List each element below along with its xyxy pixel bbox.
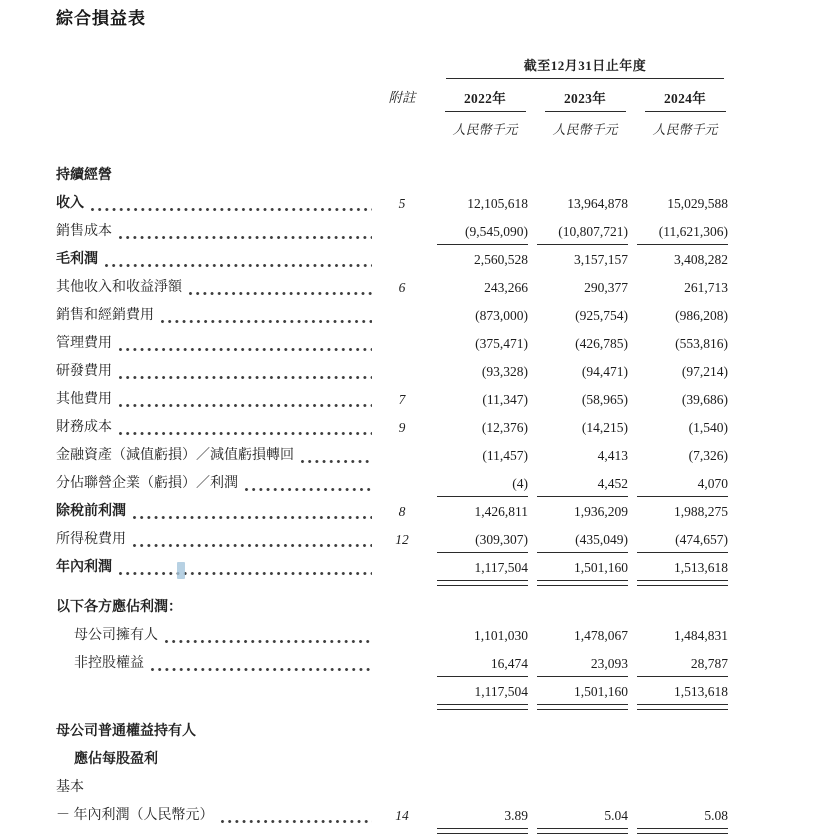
row-label: 分佔聯營企業（虧損）／利潤 xyxy=(56,476,238,491)
value-2024: 1,513,618 xyxy=(628,554,728,582)
table-row xyxy=(56,554,728,582)
dot-leader xyxy=(119,330,372,358)
value-2023: 23,093 xyxy=(528,650,628,678)
row-label: 金融資產（減值虧損）／減值虧損轉回 xyxy=(56,448,294,463)
table-row xyxy=(56,526,728,554)
value-2022 xyxy=(428,774,528,802)
note-ref: 14 xyxy=(395,808,409,823)
value-2023: (426,785) xyxy=(575,336,628,351)
row-label-cell xyxy=(56,218,376,246)
value-2022: (93,328) xyxy=(481,364,528,379)
row-label-cell xyxy=(56,650,376,678)
year-header-2024: 2024年 xyxy=(628,79,728,112)
value-2022: (873,000) xyxy=(475,308,528,323)
value-2023: (14,215) xyxy=(581,420,628,435)
row-label-cell xyxy=(56,442,376,470)
value-2023: 4,413 xyxy=(597,448,628,463)
row-label-cell xyxy=(56,802,376,830)
row-label-cell xyxy=(56,678,376,706)
note-ref: 12 xyxy=(395,532,409,547)
value-2024 xyxy=(628,774,728,802)
value-2022: (375,471) xyxy=(475,336,528,351)
value-2022: 12,105,618 xyxy=(467,196,528,211)
value-2022: 1,101,030 xyxy=(474,628,528,643)
dot-leader xyxy=(119,358,372,386)
row-label: 毛利潤 xyxy=(56,252,98,267)
value-2024: 15,029,588 xyxy=(667,196,728,211)
row-label: 收入 xyxy=(56,196,84,211)
note-column-header: 附註 xyxy=(388,90,416,105)
value-2022: 1,426,811 xyxy=(474,504,528,519)
unit-label-2022: 人民幣千元 xyxy=(452,122,518,137)
value-2024: (986,208) xyxy=(675,308,728,323)
table-row xyxy=(56,246,728,274)
row-label-cell xyxy=(56,330,376,358)
value-2022: 2,560,528 xyxy=(474,252,528,267)
value-2024 xyxy=(628,718,728,746)
row-label-cell xyxy=(56,498,376,526)
row-label: 基本 xyxy=(56,780,84,795)
period-header: 截至12月31日止年度 xyxy=(428,55,728,79)
row-label-cell xyxy=(56,386,376,414)
value-2024: 4,070 xyxy=(628,470,728,498)
value-2022: (11,347) xyxy=(482,392,528,407)
value-2024: (11,621,306) xyxy=(628,218,728,246)
value-2024 xyxy=(628,594,728,622)
value-2024: (7,326) xyxy=(688,448,728,463)
row-label-cell xyxy=(56,526,376,554)
value-2024: 261,713 xyxy=(684,280,728,295)
value-2023: 1,936,209 xyxy=(574,504,628,519)
value-2023: 1,478,067 xyxy=(574,628,628,643)
unit-label-2024: 人民幣千元 xyxy=(652,122,718,137)
table-row xyxy=(56,358,728,386)
row-label: 其他收入和收益淨額 xyxy=(56,280,182,295)
dot-leader xyxy=(245,470,372,498)
row-label-cell xyxy=(56,774,376,802)
dot-leader xyxy=(151,650,372,678)
value-2022: 16,474 xyxy=(428,650,528,678)
value-2023: 5.04 xyxy=(528,802,628,830)
dot-leader xyxy=(161,302,372,330)
table-row xyxy=(56,718,728,746)
value-2024 xyxy=(628,746,728,774)
value-2024 xyxy=(628,162,728,190)
table-row xyxy=(56,386,728,414)
row-label-cell xyxy=(56,746,376,774)
row-label: 除稅前利潤 xyxy=(56,504,126,519)
table-row xyxy=(56,330,728,358)
table-row xyxy=(56,162,728,190)
dot-leader xyxy=(189,274,372,302)
row-label: 其他費用 xyxy=(56,392,112,407)
value-2022: 243,266 xyxy=(484,280,528,295)
row-label-cell xyxy=(56,414,376,442)
value-2023: 3,157,157 xyxy=(574,252,628,267)
value-2024: (39,686) xyxy=(681,392,728,407)
value-2023 xyxy=(528,718,628,746)
row-label-cell xyxy=(56,162,376,190)
row-label: － 年內利潤（人民幣元） xyxy=(56,808,214,823)
value-2022: (309,307) xyxy=(428,526,528,554)
row-label-cell xyxy=(56,302,376,330)
dot-leader xyxy=(119,218,372,246)
row-label-cell xyxy=(56,554,376,582)
value-2022: 1,117,504 xyxy=(428,678,528,706)
table-row xyxy=(56,470,728,498)
table-row xyxy=(56,622,728,650)
note-ref: 5 xyxy=(398,196,406,211)
value-2023: 1,501,160 xyxy=(528,554,628,582)
note-ref: 9 xyxy=(398,420,406,435)
value-2022: (4) xyxy=(428,470,528,498)
value-2023: 290,377 xyxy=(584,280,628,295)
value-2023: 13,964,878 xyxy=(567,196,628,211)
dot-leader xyxy=(133,498,372,526)
row-label: 所得稅費用 xyxy=(56,532,126,547)
table-row xyxy=(56,802,728,830)
row-label: 非控股權益 xyxy=(74,656,144,671)
table-row xyxy=(56,190,728,218)
table-row xyxy=(56,442,728,470)
value-2022 xyxy=(428,594,528,622)
value-2023: 1,501,160 xyxy=(528,678,628,706)
value-2022: 3.89 xyxy=(428,802,528,830)
selection-cursor xyxy=(177,562,185,579)
table-row xyxy=(56,414,728,442)
dot-leader xyxy=(165,622,372,650)
row-label-cell xyxy=(56,246,376,274)
value-2023: (58,965) xyxy=(581,392,628,407)
table-row xyxy=(56,650,728,678)
dot-leader xyxy=(119,386,372,414)
value-2024: 1,988,275 xyxy=(674,504,728,519)
value-2024: (474,657) xyxy=(628,526,728,554)
table-row xyxy=(56,498,728,526)
value-2022: (11,457) xyxy=(482,448,528,463)
row-label-cell xyxy=(56,718,376,746)
table-row xyxy=(56,218,728,246)
value-2023: (435,049) xyxy=(528,526,628,554)
row-label: 管理費用 xyxy=(56,336,112,351)
dot-leader xyxy=(91,190,372,218)
year-header-2023: 2023年 xyxy=(528,79,628,112)
row-label: 母公司普通權益持有人 xyxy=(56,724,196,739)
row-label: 銷售成本 xyxy=(56,224,112,239)
value-2024: 28,787 xyxy=(628,650,728,678)
row-label: 以下各方應佔利潤： xyxy=(56,600,182,615)
value-2023: (925,754) xyxy=(575,308,628,323)
row-label-cell xyxy=(56,190,376,218)
dot-leader xyxy=(105,246,372,274)
table-row xyxy=(56,774,728,802)
table-row xyxy=(56,746,728,774)
row-label-cell xyxy=(56,470,376,498)
note-ref: 7 xyxy=(398,392,406,407)
page-title: 綜合損益表 xyxy=(56,9,146,28)
row-label: 財務成本 xyxy=(56,420,112,435)
note-ref: 6 xyxy=(398,280,406,295)
value-2023: 4,452 xyxy=(528,470,628,498)
value-2022: (9,545,090) xyxy=(428,218,528,246)
row-label-cell xyxy=(56,622,376,650)
row-label-cell xyxy=(56,358,376,386)
value-2023 xyxy=(528,594,628,622)
value-2023 xyxy=(528,162,628,190)
unit-label-2023: 人民幣千元 xyxy=(552,122,618,137)
value-2024: (553,816) xyxy=(675,336,728,351)
value-2022: 1,117,504 xyxy=(428,554,528,582)
value-2023 xyxy=(528,774,628,802)
row-label-cell xyxy=(56,274,376,302)
row-label: 年內利潤 xyxy=(56,560,112,575)
value-2022 xyxy=(428,162,528,190)
dot-leader xyxy=(221,802,373,830)
value-2024: 5.08 xyxy=(628,802,728,830)
value-2024: 3,408,282 xyxy=(674,252,728,267)
value-2023 xyxy=(528,746,628,774)
value-2022 xyxy=(428,718,528,746)
row-label-cell xyxy=(56,594,376,622)
dot-leader xyxy=(133,526,372,554)
value-2024: (97,214) xyxy=(681,364,728,379)
statement-rows xyxy=(56,162,728,830)
table-row xyxy=(56,302,728,330)
dot-leader xyxy=(301,442,372,470)
table-row xyxy=(56,274,728,302)
value-2024: 1,484,831 xyxy=(674,628,728,643)
row-label: 研發費用 xyxy=(56,364,112,379)
table-header xyxy=(56,55,728,138)
table-row xyxy=(56,594,728,622)
value-2024: 1,513,618 xyxy=(628,678,728,706)
row-label: 銷售和經銷費用 xyxy=(56,308,154,323)
note-ref: 8 xyxy=(398,504,406,519)
value-2022 xyxy=(428,746,528,774)
dot-leader xyxy=(119,554,372,582)
dot-leader xyxy=(119,414,372,442)
value-2022: (12,376) xyxy=(481,420,528,435)
table-row xyxy=(56,678,728,706)
value-2023: (94,471) xyxy=(581,364,628,379)
row-label: 持續經營 xyxy=(56,168,112,183)
year-header-2022: 2022年 xyxy=(428,79,528,112)
row-label: 母公司擁有人 xyxy=(74,628,158,643)
value-2023: (10,807,721) xyxy=(528,218,628,246)
value-2024: (1,540) xyxy=(688,420,728,435)
row-label: 應佔每股盈利 xyxy=(74,752,158,767)
